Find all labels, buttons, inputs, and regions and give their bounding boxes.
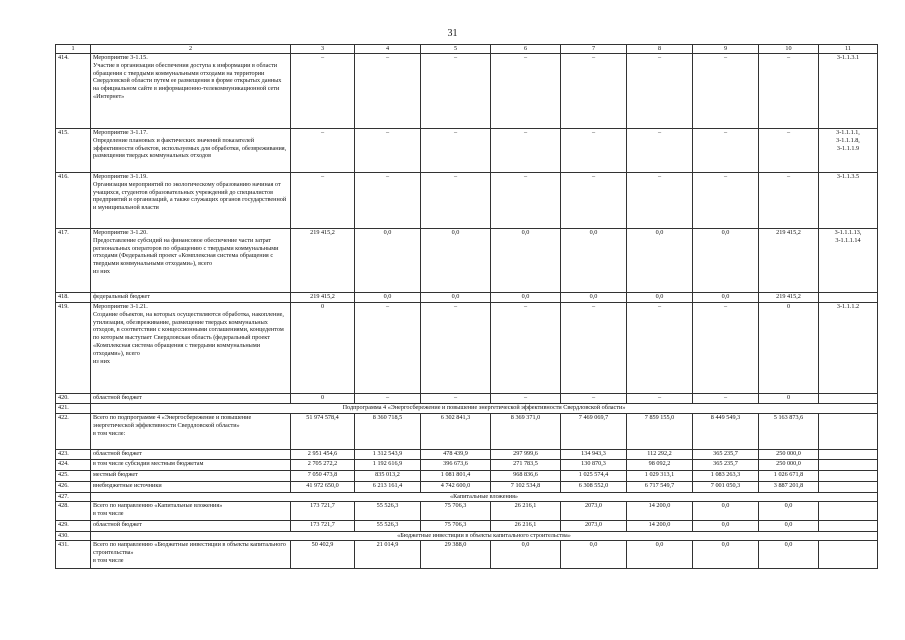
value-cell: – — [355, 394, 421, 404]
value-cell: 1 026 671,8 — [759, 471, 819, 482]
section-row — [56, 532, 878, 541]
value-cell: 835 013,2 — [355, 471, 421, 482]
value-cell: – — [291, 129, 355, 173]
row-description: федеральный бюджет — [91, 293, 291, 303]
row-number: 431. — [56, 541, 91, 569]
target-codes — [819, 502, 878, 521]
value-cell: 51 974 578,4 — [291, 414, 355, 450]
value-cell: 75 706,3 — [421, 521, 491, 532]
value-cell: 55 526,3 — [355, 521, 421, 532]
value-cell: 1 192 616,9 — [355, 460, 421, 471]
value-cell: 271 783,5 — [491, 460, 561, 471]
value-cell: 365 235,7 — [693, 450, 759, 460]
target-codes — [819, 394, 878, 404]
row-description: Мероприятие 3-1.19. Организация мероприятий по экологическому образованию начиная от учащихся, студентов образовательных учреждений до специалистов предприятий и организаций, а также служащих органов государственной и муниципальной власти — [91, 173, 291, 229]
row-number: 427. — [56, 493, 91, 502]
value-cell: 50 402,9 — [291, 541, 355, 569]
value-cell: 0,0 — [355, 293, 421, 303]
program-table — [55, 44, 878, 569]
target-codes — [819, 541, 878, 569]
value-cell: 55 526,3 — [355, 502, 421, 521]
section-title: Подпрограмма 4 «Энергосбережение и повышение энергетической эффективности Свердловской области» — [91, 404, 878, 414]
value-cell: – — [693, 173, 759, 229]
column-header: 8 — [627, 45, 693, 54]
value-cell: 4 742 600,0 — [421, 482, 491, 493]
column-header: 9 — [693, 45, 759, 54]
value-cell: 173 721,7 — [291, 502, 355, 521]
value-cell: 0 — [759, 394, 819, 404]
row-number: 422. — [56, 414, 91, 450]
value-cell: – — [693, 394, 759, 404]
row-number: 420. — [56, 394, 91, 404]
section-title: «Капитальные вложения» — [91, 493, 878, 502]
value-cell: 396 673,6 — [421, 460, 491, 471]
value-cell: 0 — [291, 394, 355, 404]
value-cell: 0,0 — [491, 229, 561, 293]
table-row — [56, 450, 878, 460]
column-header: 6 — [491, 45, 561, 54]
value-cell: 0,0 — [627, 541, 693, 569]
target-codes: 3-1.1.1.1, 3-1.1.1.8, 3-1.1.1.9 — [819, 129, 878, 173]
target-codes: 3-1.1.1.13, 3-1.1.1.14 — [819, 229, 878, 293]
value-cell: 6 213 161,4 — [355, 482, 421, 493]
value-cell: 2 705 272,2 — [291, 460, 355, 471]
value-cell: 478 439,9 — [421, 450, 491, 460]
table-row — [56, 471, 878, 482]
value-cell: 26 216,1 — [491, 521, 561, 532]
row-number: 428. — [56, 502, 91, 521]
value-cell: 0,0 — [627, 229, 693, 293]
value-cell: – — [491, 173, 561, 229]
value-cell: 8 449 549,3 — [693, 414, 759, 450]
page-number: 31 — [447, 28, 458, 39]
value-cell: – — [291, 173, 355, 229]
value-cell: 365 235,7 — [693, 460, 759, 471]
value-cell: 0,0 — [561, 293, 627, 303]
value-cell: 0,0 — [627, 293, 693, 303]
value-cell: 112 292,2 — [627, 450, 693, 460]
value-cell: 1 312 543,9 — [355, 450, 421, 460]
value-cell: – — [627, 173, 693, 229]
row-description: Всего по подпрограмме 4 «Энергосбережение и повышение энергетической эффективности Свердловской области» в том числе: — [91, 414, 291, 450]
value-cell: 130 870,3 — [561, 460, 627, 471]
value-cell: – — [759, 129, 819, 173]
value-cell: 0,0 — [491, 293, 561, 303]
table-row — [56, 54, 878, 129]
row-number: 425. — [56, 471, 91, 482]
row-description: в том числе субсидии местным бюджетам — [91, 460, 291, 471]
value-cell: – — [627, 129, 693, 173]
row-description: Мероприятие 3-1.20. Предоставление субсидий на финансовое обеспечение части затрат региональных операторов по обращению с твердыми коммунальными отходами (Федеральный проект «Комплексная система обращения с твердыми коммунальными отходами»), всего из них — [91, 229, 291, 293]
value-cell: 250 000,0 — [759, 460, 819, 471]
table-row — [56, 394, 878, 404]
row-description: Всего по направлению «Капитальные вложения» в том числе — [91, 502, 291, 521]
target-codes: 3-1.1.3.1 — [819, 54, 878, 129]
value-cell: 219 415,2 — [759, 229, 819, 293]
value-cell: – — [759, 173, 819, 229]
column-header: 3 — [291, 45, 355, 54]
row-number: 419. — [56, 303, 91, 394]
table-row — [56, 521, 878, 532]
row-description: внебюджетные источники — [91, 482, 291, 493]
row-number: 426. — [56, 482, 91, 493]
value-cell: 219 415,2 — [291, 293, 355, 303]
column-header: 5 — [421, 45, 491, 54]
value-cell: 75 706,3 — [421, 502, 491, 521]
value-cell: 1 083 263,3 — [693, 471, 759, 482]
row-description: областной бюджет — [91, 521, 291, 532]
table-row — [56, 303, 878, 394]
row-description: областной бюджет — [91, 394, 291, 404]
table-row — [56, 541, 878, 569]
value-cell: 297 999,6 — [491, 450, 561, 460]
value-cell: – — [561, 54, 627, 129]
row-description: областной бюджет — [91, 450, 291, 460]
value-cell: 41 972 650,0 — [291, 482, 355, 493]
target-codes — [819, 482, 878, 493]
value-cell: 7 859 155,0 — [627, 414, 693, 450]
value-cell: – — [355, 303, 421, 394]
table-row — [56, 414, 878, 450]
target-codes — [819, 293, 878, 303]
value-cell: 0,0 — [355, 229, 421, 293]
value-cell: – — [561, 303, 627, 394]
column-header: 10 — [759, 45, 819, 54]
table-row — [56, 502, 878, 521]
value-cell: – — [491, 394, 561, 404]
value-cell: 29 388,0 — [421, 541, 491, 569]
value-cell: 0,0 — [421, 293, 491, 303]
row-number: 415. — [56, 129, 91, 173]
target-codes — [819, 414, 878, 450]
table-row — [56, 293, 878, 303]
value-cell: 7 469 069,7 — [561, 414, 627, 450]
target-codes — [819, 521, 878, 532]
value-cell: 219 415,2 — [291, 229, 355, 293]
table-row — [56, 129, 878, 173]
row-number: 429. — [56, 521, 91, 532]
value-cell: 0,0 — [759, 502, 819, 521]
row-number: 421. — [56, 404, 91, 414]
section-title: «Бюджетные инвестиции в объекты капитального строительства» — [91, 532, 878, 541]
target-codes — [819, 471, 878, 482]
value-cell: – — [421, 129, 491, 173]
value-cell: 0,0 — [693, 293, 759, 303]
target-codes: 3-1.1.1.2 — [819, 303, 878, 394]
value-cell: 1 029 313,1 — [627, 471, 693, 482]
value-cell: 0,0 — [693, 541, 759, 569]
value-cell: 1 025 574,4 — [561, 471, 627, 482]
value-cell: – — [291, 54, 355, 129]
row-number: 430. — [56, 532, 91, 541]
value-cell: – — [491, 54, 561, 129]
value-cell: – — [693, 303, 759, 394]
value-cell: 21 014,9 — [355, 541, 421, 569]
value-cell: 0,0 — [491, 541, 561, 569]
value-cell: 6 302 841,3 — [421, 414, 491, 450]
value-cell: 6 308 552,0 — [561, 482, 627, 493]
value-cell: – — [693, 129, 759, 173]
value-cell: 0 — [291, 303, 355, 394]
value-cell: 173 721,7 — [291, 521, 355, 532]
value-cell: – — [693, 54, 759, 129]
value-cell: 0,0 — [421, 229, 491, 293]
value-cell: 0,0 — [759, 521, 819, 532]
value-cell: 5 163 873,6 — [759, 414, 819, 450]
row-number: 424. — [56, 460, 91, 471]
value-cell: 7 001 050,3 — [693, 482, 759, 493]
row-description: Всего по направлению «Бюджетные инвестиции в объекты капитального строительства» в том числе — [91, 541, 291, 569]
target-codes — [819, 460, 878, 471]
value-cell: 14 200,0 — [627, 521, 693, 532]
row-number: 414. — [56, 54, 91, 129]
table-row — [56, 173, 878, 229]
target-codes — [819, 450, 878, 460]
value-cell: 0,0 — [693, 502, 759, 521]
row-number: 423. — [56, 450, 91, 460]
header-row — [56, 45, 878, 54]
value-cell: 7 102 534,8 — [491, 482, 561, 493]
value-cell: – — [421, 303, 491, 394]
column-header: 4 — [355, 45, 421, 54]
value-cell: – — [421, 394, 491, 404]
table-row — [56, 482, 878, 493]
row-number: 416. — [56, 173, 91, 229]
value-cell: 250 000,0 — [759, 450, 819, 460]
table-row — [56, 460, 878, 471]
column-header: 11 — [819, 45, 878, 54]
value-cell: 0,0 — [561, 541, 627, 569]
value-cell: – — [627, 394, 693, 404]
column-header: 1 — [56, 45, 91, 54]
row-number: 417. — [56, 229, 91, 293]
value-cell: – — [355, 173, 421, 229]
value-cell: 14 200,0 — [627, 502, 693, 521]
value-cell: – — [561, 129, 627, 173]
value-cell: – — [421, 54, 491, 129]
value-cell: – — [491, 129, 561, 173]
value-cell: – — [627, 303, 693, 394]
value-cell: 98 092,2 — [627, 460, 693, 471]
value-cell: 2073,0 — [561, 502, 627, 521]
value-cell: – — [355, 129, 421, 173]
section-row — [56, 404, 878, 414]
value-cell: 968 836,6 — [491, 471, 561, 482]
value-cell: 1 081 801,4 — [421, 471, 491, 482]
value-cell: 2 951 454,6 — [291, 450, 355, 460]
value-cell: – — [355, 54, 421, 129]
column-header: 7 — [561, 45, 627, 54]
value-cell: 0,0 — [693, 229, 759, 293]
column-header: 2 — [91, 45, 291, 54]
section-row — [56, 493, 878, 502]
value-cell: – — [561, 394, 627, 404]
value-cell: 2073,0 — [561, 521, 627, 532]
value-cell: 7 050 473,8 — [291, 471, 355, 482]
value-cell: – — [421, 173, 491, 229]
value-cell: 8 360 718,5 — [355, 414, 421, 450]
value-cell: 134 943,3 — [561, 450, 627, 460]
value-cell: 0,0 — [561, 229, 627, 293]
value-cell: 3 887 201,8 — [759, 482, 819, 493]
value-cell: – — [491, 303, 561, 394]
row-description: Мероприятие 3-1.21. Создание объектов, на которых осуществляются обработка, накопление, утилизация, обезвреживание, размещение твердых коммунальных отходов, в соответствии с концессионными соглашениями, концедентом по которым выступает Свердловская область (федеральный проект «Комплексная система обращения с твердыми коммунальными отходами»), всего из них — [91, 303, 291, 394]
value-cell: – — [561, 173, 627, 229]
value-cell: 0,0 — [759, 541, 819, 569]
value-cell: 219 415,2 — [759, 293, 819, 303]
value-cell: 8 369 371,0 — [491, 414, 561, 450]
value-cell: 6 717 549,7 — [627, 482, 693, 493]
row-description: Мероприятие 3-1.15. Участие в организации обеспечения доступа к информации в области обращения с твердыми коммунальными отходами на территории Свердловской области путем ее размещения в форме открытых данных на официальном сайте в информационно-телекоммуникационной сети «Интернет» — [91, 54, 291, 129]
value-cell: 0,0 — [693, 521, 759, 532]
row-number: 418. — [56, 293, 91, 303]
value-cell: 26 216,1 — [491, 502, 561, 521]
value-cell: 0 — [759, 303, 819, 394]
row-description: местный бюджет — [91, 471, 291, 482]
row-description: Мероприятие 3-1.17. Определение плановых и фактических значений показателей эффективности объектов, используемых для обработки, обезвреживания, размещения твердых коммунальных отходов — [91, 129, 291, 173]
table-row — [56, 229, 878, 293]
target-codes: 3-1.1.3.5 — [819, 173, 878, 229]
value-cell: – — [759, 54, 819, 129]
value-cell: – — [627, 54, 693, 129]
